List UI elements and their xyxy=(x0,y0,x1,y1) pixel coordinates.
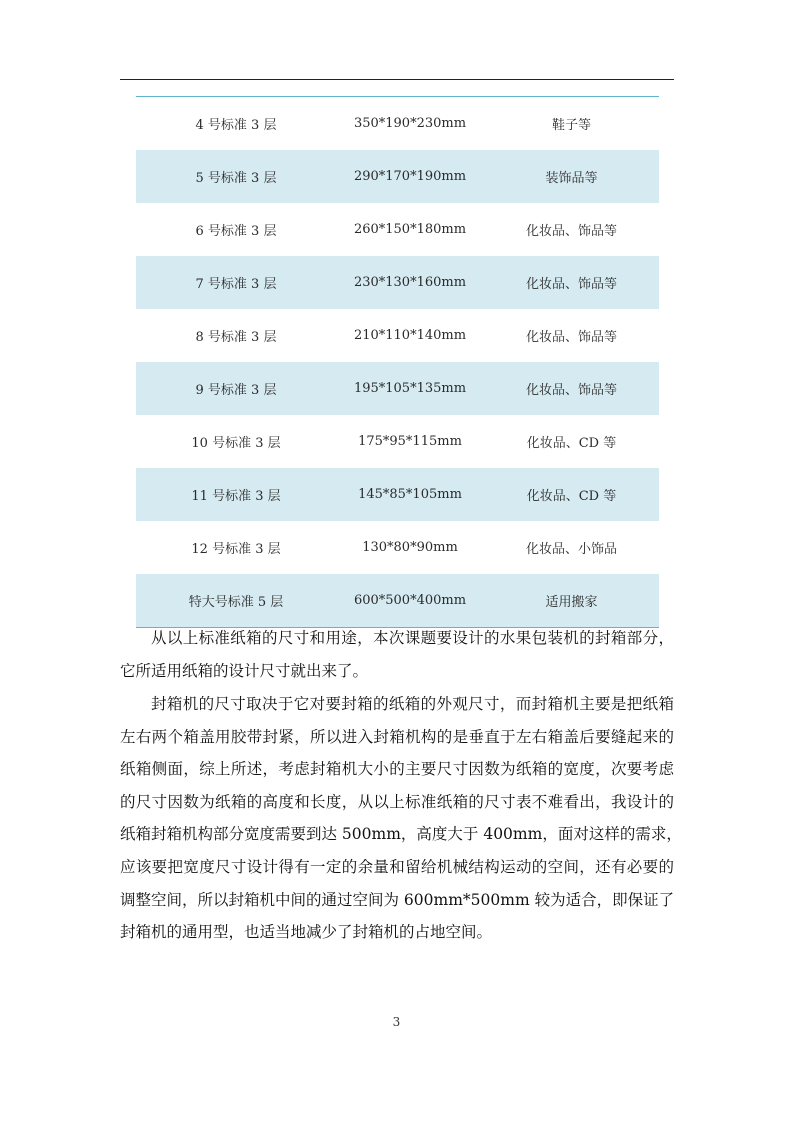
table-row xyxy=(136,362,659,415)
paragraph-line: 纸箱封箱机构部分宽度需要到达 500mm，高度大于 400mm，面对这样的需求， xyxy=(120,825,682,844)
carton-type-cell: 12 号标准 3 层 xyxy=(191,542,281,557)
carton-size-cell: 290*170*190mm xyxy=(353,169,467,184)
carton-use-cell: 装饰品等 xyxy=(545,171,598,186)
carton-size-cell: 260*150*180mm xyxy=(353,222,467,237)
carton-type-cell: 6 号标准 3 层 xyxy=(195,224,277,239)
carton-use-cell: 化妆品、CD 等 xyxy=(526,436,617,451)
carton-use-cell: 适用搬家 xyxy=(545,595,598,610)
carton-use-cell: 化妆品、饰品等 xyxy=(525,330,617,345)
carton-type-cell: 特大号标准 5 层 xyxy=(188,595,284,610)
table-row xyxy=(136,256,659,309)
carton-size-cell: 130*80*90mm xyxy=(362,540,458,555)
carton-use-cell: 化妆品、CD 等 xyxy=(526,489,617,504)
carton-size-cell: 210*110*140mm xyxy=(353,328,467,343)
carton-type-cell: 9 号标准 3 层 xyxy=(195,383,277,398)
carton-use-cell: 鞋子等 xyxy=(551,118,591,133)
carton-type-cell: 4 号标准 3 层 xyxy=(195,118,277,133)
carton-use-cell: 化妆品、饰品等 xyxy=(525,224,617,239)
carton-use-cell: 化妆品、小饰品 xyxy=(525,542,617,557)
paragraph-line: 的尺寸因数为纸箱的高度和长度，从以上标准纸箱的尺寸表不难看出，我设计的 xyxy=(120,792,674,811)
carton-use-cell: 化妆品、饰品等 xyxy=(525,277,617,292)
carton-type-cell: 5 号标准 3 层 xyxy=(195,171,277,186)
paragraph-line: 左右两个箱盖用胶带封紧，所以进入封箱机构的是垂直于左右箱盖后要缝起来的 xyxy=(120,727,674,746)
table-row xyxy=(136,574,659,627)
carton-size-cell: 350*190*230mm xyxy=(353,116,467,131)
carton-size-cell: 230*130*160mm xyxy=(353,275,467,290)
table-row xyxy=(136,150,659,203)
paragraph-line: 封箱机的通用型，也适当地减少了封箱机的占地空间。 xyxy=(120,923,493,942)
paragraph-line: 应该要把宽度尺寸设计得有一定的余量和留给机械结构运动的空间，还有必要的 xyxy=(120,857,674,876)
carton-size-cell: 600*500*400mm xyxy=(353,593,467,608)
carton-type-cell: 11 号标准 3 层 xyxy=(191,489,281,504)
carton-size-table xyxy=(136,96,659,628)
carton-size-cell: 175*95*115mm xyxy=(358,434,462,449)
header-rule xyxy=(120,79,674,80)
paragraph-intro xyxy=(120,622,674,687)
table-row xyxy=(136,309,659,362)
carton-size-cell: 145*85*105mm xyxy=(358,487,462,502)
paragraph-line: 封箱机的尺寸取决于它对要封箱的纸箱的外观尺寸，而封箱机主要是把纸箱 xyxy=(151,695,674,713)
paragraph-line: 从以上标准纸箱的尺寸和用途，本次课题要设计的水果包装机的封箱部分， xyxy=(151,629,674,647)
table-row xyxy=(136,468,659,521)
paragraph-body xyxy=(120,688,682,949)
table-row xyxy=(136,415,659,468)
carton-use-cell: 化妆品、饰品等 xyxy=(525,383,617,398)
table-row xyxy=(136,97,659,150)
paragraph-line: 调整空间，所以封箱机中间的通过空间为 600mm*500mm 较为适合，即保证了 xyxy=(120,890,675,909)
table-row xyxy=(136,521,659,574)
table-row xyxy=(136,203,659,256)
carton-type-cell: 7 号标准 3 层 xyxy=(195,277,277,292)
carton-type-cell: 8 号标准 3 层 xyxy=(195,330,277,345)
paragraph-line: 纸箱侧面，综上所述，考虑封箱机大小的主要尺寸因数为纸箱的宽度，次要考虑 xyxy=(120,760,674,779)
page-number: 3 xyxy=(392,1015,401,1029)
paragraph-line: 它所适用纸箱的设计尺寸就出来了。 xyxy=(120,661,369,680)
carton-size-cell: 195*105*135mm xyxy=(353,381,467,396)
carton-type-cell: 10 号标准 3 层 xyxy=(191,436,281,451)
